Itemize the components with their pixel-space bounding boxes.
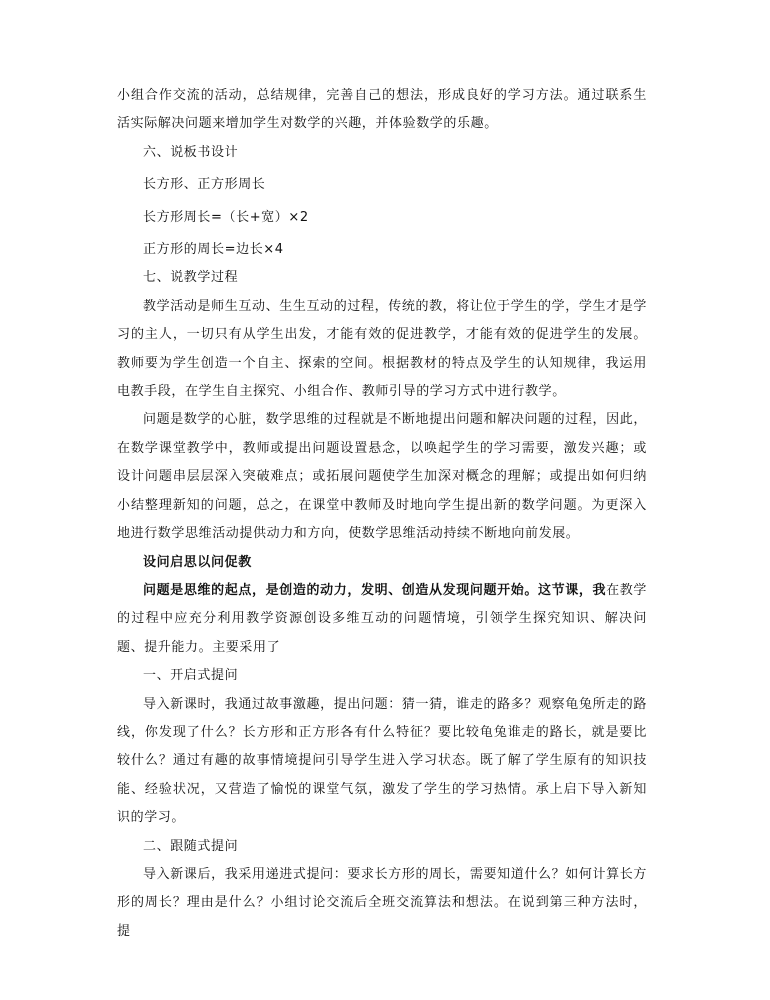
paragraph-intro: 小组合作交流的活动，总结规律，完善自己的想法，形成良好的学习方法。通过联系生活实际解决问题来增加学生对数学的兴趣，并体验数学的乐趣。 bbox=[117, 88, 647, 132]
board-title: 长方形、正方形周长 bbox=[143, 177, 266, 193]
heading-opening-questions: 一、开启式提问 bbox=[143, 668, 239, 684]
paragraph-text: 在教学的过程中应充分利用教学资源创设多维互动的问题情境，引领学生探究知识、解决问题、提升能力。主要采用了 bbox=[117, 582, 647, 655]
paragraph-follow: 导入新课后，我采用递进式提问：要求长方形的周长，需要知道什么？如何计算长方形的周长？理由是什么？小组讨论交流后全班交流算法和想法。在说到第三种方法时，提 bbox=[117, 866, 647, 939]
rectangle-formula: 长方形周长=（长+宽）×2 bbox=[143, 209, 309, 225]
bold-lead-text: 问题是思维的起点，是创造的动力，发明、创造从发现问题开始。这节课，我 bbox=[143, 582, 607, 598]
heading-teaching-process: 七、说教学过程 bbox=[143, 270, 239, 286]
heading-board-design: 六、说板书设计 bbox=[143, 144, 239, 160]
heading-follow-questions: 二、跟随式提问 bbox=[143, 838, 239, 854]
heading-questioning: 设问启思以问促教 bbox=[143, 554, 252, 570]
paragraph-opening: 导入新课时，我通过故事激趣，提出问题：猜一猜，谁走的路多？观察龟兔所走的路线，你发现了什么？长方形和正方形各有什么特征？要比较龟兔谁走的路长，就是要比较什么？通过有趣的故事情境提问引导学生进入学习状态。既了解了学生原有的知识技能、经验状况，又营造了愉悦的课堂气氛，激发了学生的学习热情。承上启下导入新知识的学习。 bbox=[117, 696, 647, 826]
square-formula: 正方形的周长=边长×4 bbox=[143, 242, 284, 258]
paragraph-problem-heart: 问题是数学的心脏，数学思维的过程就是不断地提出问题和解决问题的过程，因此，在数学课堂教学中，教师或提出问题设置悬念，以唤起学生的学习需要，激发兴趣；或设计问题串层层深入突破难点；或拓展问题使学生加深对概念的理解；或提出如何归纳小结整理新知的问题，总之，在课堂中教师及时地向学生提出新的数学问题。为更深入地进行数学思维活动提供动力和方向，使数学思维活动持续不断地向前发展。 bbox=[117, 412, 647, 542]
document-body bbox=[117, 82, 647, 946]
paragraph-thinking-start bbox=[117, 577, 647, 662]
paragraph-teaching-activity: 教学活动是师生互动、生生互动的过程，传统的教，将让位于学生的学，学生才是学习的主人，一切只有从学生出发，才能有效的促进教学，才能有效的促进学生的发展。教师要为学生创造一个自主、探索的空间。根据教材的特点及学生的认知规律，我运用电教手段，在学生自主探究、小组合作、教师引导的学习方式中进行教学。 bbox=[117, 298, 647, 400]
